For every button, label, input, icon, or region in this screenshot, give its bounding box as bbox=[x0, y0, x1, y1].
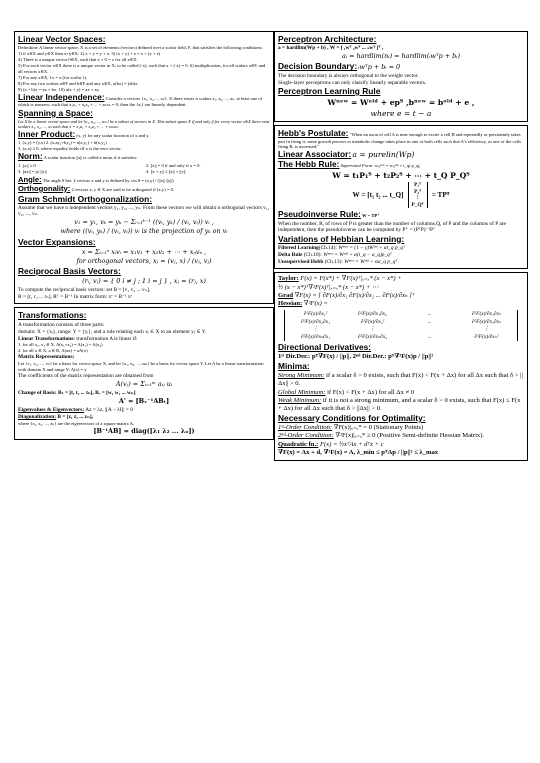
second-order-condition-text: ∇²F(x)|ₓ₌ₓ* ≥ 0 (Positive Semi-definite Hessian Matrix). bbox=[335, 432, 485, 440]
reciprocal-equation: (rᵢ, vⱼ) = { 0 i ≠ j ; 1 i = j } , xⱼ = (rⱼ, x) bbox=[82, 277, 206, 286]
linear-prop: 1. for all x₁, x₂ ∈ X, A(x₁+x₂) = A(x₁) + A(x₂) bbox=[18, 342, 103, 348]
eigen-text: Az = λz, |[A − λI]| = 0 bbox=[85, 407, 133, 414]
matrix-representation-equation: A(vⱼ) = Σᵢ₌₁ᵐ aᵢⱼ uᵢ bbox=[115, 379, 173, 388]
perceptron-equation-2: aᵢ = hardlim(nᵢ) = hardlim(ᵢwᵀp + bᵢ) bbox=[341, 52, 461, 61]
hebb-matrix-row: P₁ᵀ bbox=[414, 182, 422, 189]
taylor-equation-2: ½ (x − x*)ᵀ∇²F(x)ᵀ|ₓ₌ₓ* (x − x*) + ⋯ bbox=[278, 283, 379, 291]
first-dir-der-title: 1ˢᵗ Dir.Der.: bbox=[278, 353, 311, 361]
global-minimum-label: Global Minimum: bbox=[278, 388, 326, 396]
hessian-entry: ∂²F(x)/∂x₂∂x₁ bbox=[301, 318, 330, 325]
decision-boundary-equation: ᵢwᵀp + bᵢ = 0 bbox=[358, 63, 401, 72]
learning-rule-where: where e = t − a bbox=[370, 108, 432, 118]
filtered-learning-chapter: (Ch.14): bbox=[318, 244, 337, 251]
hessian-entry: ∂²F(x)/∂xₙ∂x₁ bbox=[300, 333, 331, 340]
minima-title: Minima: bbox=[278, 361, 310, 372]
global-minimum-text: if F(x) < F(x + Δx) for all Δx ≠ 0 bbox=[327, 388, 415, 396]
independence-title: Linear Independence: bbox=[18, 91, 105, 102]
vector-expansions-title: Vector Expansions: bbox=[18, 236, 96, 247]
change-of-basis-equation: Bₜ = [t₁ t₂ ... tₙ], Bᵥ = [w₁ w₂ ... wₙ] bbox=[58, 390, 136, 397]
perceptron-section bbox=[274, 31, 528, 122]
diagonalization-text: where {z₁, z₂, ..., zₙ} are the eigenvectors of a square matrix A, bbox=[18, 421, 135, 427]
matrix-representations-title: Matrix Representations: bbox=[18, 354, 75, 361]
inner-product-title: Inner Product: bbox=[18, 128, 76, 139]
linear-prop: 2. for all x ∈ X, a ∈ R, A(ax) = aA(x) bbox=[18, 348, 88, 354]
linear-transformations-text: transformation A is linear if: bbox=[76, 335, 138, 342]
quadratic-equation: F(x) = ½xᵀAx + dᵀx + c bbox=[319, 440, 384, 448]
weak-minimum-text: if it is not a strong minimum, and a scalar δ > 0 exists, such that F(x) ≤ F(x + Δx) for all Δx such that δ > ||Δx|| > 0. bbox=[278, 397, 521, 413]
first-order-condition-label: 1ˢᵗ-Order Condition: bbox=[278, 424, 333, 432]
orthogonality-text: 2 vectors x, y ∈ X are said to be orthogonal if (x,y) = 0. bbox=[71, 186, 175, 192]
norm-text: A scalar function ||x|| is called a norm if it satisfies: bbox=[43, 154, 138, 160]
unsupervised-hebb-chapter: (Ch.13): bbox=[324, 258, 343, 265]
matrix-representations-text: Let {v₁, v₂, ..., vₙ} be a basis for vector space X, and let {u₁, u₂, ..., uₘ} be a basis for vector space Y. Let A be a linear transformation with domain X and range Y: A(x) = y bbox=[18, 361, 264, 372]
first-dir-der-equation: pᵀ∇F(x) / ||p|| bbox=[311, 353, 350, 361]
decision-boundary-title: Decision Boundary: bbox=[278, 61, 358, 72]
hessian-entry: ∂²F(x)/∂x₁∂xₙ bbox=[471, 311, 502, 318]
right-column bbox=[274, 31, 528, 464]
hessian-entry: ⋮ bbox=[369, 326, 376, 333]
linear-associator-equation: a = purelin(Wp) bbox=[352, 150, 415, 160]
axiom: 4) There is a unique vector 0∈X, such that x + 0 = x for all x∈X. bbox=[18, 57, 138, 63]
hebb-postulate-title: Hebb's Postulate: bbox=[278, 127, 349, 138]
quadratic-equation-2: ∇F(x) = Ax + d, ∇²F(x) = A, λ_min ≤ pᵀAp / ||p||² ≤ λ_max bbox=[278, 449, 439, 457]
reciprocal-text: To compute the reciprocal basis vectors: set B = [v₁ v₂ ... vₙ], bbox=[18, 287, 151, 294]
hebb-matrix-row: ⋮ bbox=[414, 195, 421, 202]
perceptron-title: Perceptron Architecture: bbox=[278, 34, 377, 44]
spanning-title: Spanning a Space: bbox=[18, 107, 93, 118]
hebb-postulate-text: "When an axon of cell A is near enough to excite a cell B and repeatedly or persistently takes part in firing it, some growth process or metabolic change takes place in one or both cells such that A's efficiency, as one of the cells firing B, is increased." bbox=[278, 131, 521, 150]
gradient-equation: ∇F(x) = [ ∂F(x)/∂x₁ ∂F(x)/∂x₂ ... ∂F(x)/∂xₙ ]ᵀ bbox=[294, 291, 415, 299]
hessian-entry bbox=[401, 326, 458, 332]
hebb-rule-equation: wᵢⱼⁿᵉʷ = wᵢⱼᵒˡᵈ + t_qi p_qj bbox=[374, 163, 420, 169]
decision-boundary-text-2: Single-layer perceptrons can only classify linearly separable vectors. bbox=[278, 79, 427, 86]
angle-text: The angle θ bet. 2 vectors x and y is defined by cos θ = (x,y) / (||x|| ||y||) bbox=[42, 177, 174, 183]
change-of-basis-equation-2: A' = [Bᵥ⁻¹ABₜ] bbox=[118, 397, 170, 406]
axiom: 1) if x∈X and y∈X then x+y∈X. 2) x + y = y + x. 3) (x + y) + z = x + (y + z) bbox=[18, 51, 161, 57]
hessian-entry: ∂²F(x)/∂x₂² bbox=[360, 318, 385, 325]
hebb-rule-equation-2: W = t₁P₁ᵀ + t₂P₂ᵀ + ⋯ + t_Q P_Qᵀ bbox=[332, 171, 470, 181]
hessian-title: Hessian: bbox=[278, 300, 303, 308]
delta-rule-chapter: (Ch.10): bbox=[303, 251, 322, 258]
independence-text: Consider n vectors {x₁, x₂, .., xₙ}. If there exists n scalars a₁, a₂, ..., aₙ, at least one of which is nonzero, such that a₁x₁ + a₂x₂ + ... + aₙxₙ = 0, then the {xᵢ} are linearly dependent. bbox=[18, 95, 263, 108]
inner-prop: 1. (x,y) = (y,x) 2. (x,ay₁+by₂) = a(x,y₁) + b(x,y₂) bbox=[18, 139, 107, 145]
expansion-equation: x = Σᵢ₌₁ⁿ xᵢvᵢ = x₁v₁ + x₂v₂ + ⋯ + xₙvₙ , bbox=[81, 247, 207, 256]
orthogonality-title: Orthogonality: bbox=[18, 183, 71, 193]
supervised-form-label: Supervised Form: bbox=[340, 163, 374, 169]
gram-schmidt-where: where ((vᵢ, yₖ) / (vᵢ, vᵢ)) vᵢ is the projection of yₖ on vᵢ bbox=[60, 227, 228, 236]
first-order-condition-text: ∇F(x)|ₓ₌ₓ* = 0 (Stationary Points) bbox=[333, 424, 424, 432]
gram-schmidt-text: Assume that we have n independent vectors y₁, y₂, ..., yₙ. From these vectors we will obtain n orthogonal vectors v₁, v₂, ..., vₙ. bbox=[18, 204, 270, 218]
orthogonal-coefficient-equation: for orthogonal vectors, xⱼ = (vⱼ, x) / (vⱼ, vⱼ) bbox=[76, 256, 212, 265]
hebb-matrix-equation bbox=[278, 182, 524, 208]
variations-title: Variations of Hebbian Learning: bbox=[278, 233, 405, 244]
strong-minimum-text: if a scalar δ > 0 exists, such that F(x) < F(x + Δx) for all Δx such that δ > ||Δx|| > 0. bbox=[278, 372, 523, 388]
filtered-learning-equation: Wⁿᵉʷ = (1 − γ)Wᵒˡᵈ + αt_q p_qᵀ bbox=[338, 244, 406, 251]
taylor-title: Taylor: bbox=[278, 275, 299, 283]
pseudoinverse-equation: W = TP⁺ bbox=[362, 213, 380, 219]
unsupervised-hebb-equation: Wⁿᵉʷ = Wᵒˡᵈ + αa_q p_qᵀ bbox=[344, 258, 398, 265]
axiom: 8) For any two scalars a∈F and b∈F and any x∈X, a(bx) = (ab)x. bbox=[18, 80, 139, 86]
section-title: Linear Vector Spaces: bbox=[18, 34, 106, 44]
gradient-title: Grad bbox=[278, 291, 294, 299]
section-title: Transformations: bbox=[18, 310, 87, 321]
transformation-intro: A transformation consists of three parts: bbox=[18, 321, 105, 328]
vector-spaces-section bbox=[14, 31, 274, 304]
quadratic-title: Quadratic fn.: bbox=[278, 440, 319, 448]
pseudoinverse-title: Pseudoinverse Rule: bbox=[278, 209, 361, 220]
transformation-parts: domain: X = {xᵢ}, range: Y = {yᵢ}, and a rule relating each xᵢ ∈ X to an element yⱼ ∈ Y. bbox=[18, 328, 207, 335]
hebb-section bbox=[274, 125, 528, 268]
hebb-matrix bbox=[408, 182, 428, 208]
hessian-entry: ... bbox=[427, 311, 432, 318]
second-dir-der-equation: pᵀ∇²F(x)p / ||p||² bbox=[388, 353, 434, 361]
axiom: 9) (a + b)x = ax + bx. 10) a(x + y) = ax + ay. bbox=[18, 86, 100, 92]
diagonalization-title: Diagonalization: bbox=[18, 414, 57, 421]
gram-schmidt-equation: v₁ = y₁, vₖ = yₖ − Σᵢ₌₁ᵏ⁻¹ ((vᵢ, yₖ) / (vᵢ, vᵢ)) vᵢ , bbox=[74, 218, 214, 227]
inner-prop: 3. (x,x) ≥ 0, where equality holds iff x is the zero vector. bbox=[18, 145, 122, 151]
gram-schmidt-title: Gram Schmidt Orthogonalization: bbox=[18, 193, 153, 204]
linear-associator-title: Linear Associator: bbox=[278, 149, 352, 160]
hebb-matrix-row: P_Qᵀ bbox=[411, 201, 424, 208]
decision-boundary-text: The decision boundary is always orthogonal to the weight vector. bbox=[278, 72, 419, 79]
delta-rule-equation: Wⁿᵉʷ = Wᵒˡᵈ + α(t_q − a_q)p_qᵀ bbox=[323, 251, 392, 258]
norm-prop: 3. ||ax|| = |a| ||x|| bbox=[18, 169, 47, 175]
hebb-matrix-row: P₂ᵀ bbox=[414, 188, 422, 195]
norm-prop: 4. ||x + y|| ≤ ||x|| + ||y|| bbox=[146, 169, 186, 175]
matrix-representations-text-2: The coefficients of the matrix representation are obtained from bbox=[18, 372, 154, 379]
learning-rule-equation: Wⁿᵉʷ = Wᵒˡᵈ + epᵀ ,bⁿᵉʷ = bᵒˡᵈ + e , bbox=[327, 98, 475, 108]
hebb-matrix-left: W = [t₁ t₂ ... t_Q] bbox=[352, 191, 404, 200]
hessian-entry: ∂²F(x)/∂xₙ∂x₂ bbox=[357, 333, 388, 340]
hessian-entry: ∂²F(x)/∂x₁² bbox=[303, 311, 328, 318]
perceptron-equation: a = hardlim(Wp + b) , W = [ ₁wᵀ ₂wᵀ ... ₛwᵀ ]ᵀ , bbox=[278, 45, 384, 52]
hessian-matrix bbox=[284, 310, 518, 341]
taylor-equation: F(x) = F(x*) + ∇F(x)ᵀ|ₓ₌ₓ* (x − x*) + bbox=[300, 275, 402, 283]
hebb-rule-title: The Hebb Rule: bbox=[278, 159, 340, 170]
second-order-condition-label: 2ⁿᵈ-Order Condition: bbox=[278, 432, 334, 440]
change-of-basis-title: Change of Basis: bbox=[18, 390, 57, 397]
axiom: 5) For each vector x∈X there is a unique vector in X, to be called (-x), such that x + (-x) = 0. 6) multiplication, for all scalars a∈F, and all vectors x∈X. bbox=[18, 63, 266, 74]
norm-title: Norm: bbox=[18, 150, 43, 161]
hessian-entry: ... bbox=[427, 333, 432, 340]
strong-minimum-label: Strong Minimum: bbox=[278, 372, 325, 380]
left-column bbox=[14, 31, 274, 443]
spanning-text: Let X be a linear vector space and let {u₁, u₂, ..., uₘ} be a subset of vectors in X. This subset spans X if and only if for every vector x∈X there exist scalars x₁, x₂, ..., xₙ such that x = x₁u₁ + x₂u₂ + ... + xₘuₘ. bbox=[18, 118, 270, 130]
norm-prop: 1. ||x|| ≥ 0 bbox=[18, 162, 36, 168]
linear-transformations-title: Linear Transformations: bbox=[18, 335, 76, 342]
hessian-entry: ∂²F(x)/∂x₂∂xₙ bbox=[471, 318, 502, 325]
inner-product-text: (x, y) for any scalar function of x and y. bbox=[76, 132, 150, 138]
diagonalization-equation: B = [z₁ z₂ ... zₙ], bbox=[57, 414, 94, 421]
hessian-entry: ∂²F(x)/∂xₙ² bbox=[474, 333, 499, 340]
hessian-entry: ⋮ bbox=[483, 326, 490, 333]
filtered-learning-title: Filtered Learning bbox=[278, 244, 319, 251]
definition-text: Definition: A linear vector space, X is a set of elements (vectors) defined over a scalar field, F, that satisfies the following conditions: bbox=[18, 45, 263, 51]
hebb-matrix-right: = TPᵀ bbox=[431, 191, 450, 200]
axiom: 7) For any x∈X, 1x = x (for scalar 1). bbox=[18, 74, 88, 80]
reciprocal-equation-2: R = [r₁ r₂ ... rₙ], Rᵀ = B⁻¹ In matrix form: xᵛ = B⁻¹ xˢ bbox=[18, 294, 132, 301]
pseudoinverse-text: When the number, R, of rows of P is greater than the number of columns,Q, of P and the columns of P are independent, then the pseudoinverse can be computed by P⁺ = (PᵀP)⁻¹Pᵀ bbox=[278, 220, 506, 234]
weak-minimum-label: Weak Minimum: bbox=[278, 397, 322, 405]
transformations-section bbox=[14, 307, 274, 440]
necessary-conditions-title: Necessary Conditions for Optimality: bbox=[278, 412, 426, 423]
eigen-title: Eigenvalues & Eigenvectors: bbox=[18, 407, 85, 414]
delta-rule-title: Delta Rule bbox=[278, 251, 303, 258]
directional-derivatives-title: Directional Derivatives: bbox=[278, 342, 372, 353]
diagonalization-equation-2: [B⁻¹AB] = diag([λ₁ λ₂ ... λₙ]) bbox=[93, 427, 195, 436]
unsupervised-hebb-title: Unsupervised Hebb bbox=[278, 258, 324, 265]
second-dir-der-title: , 2ⁿᵈ Dir.Der.: bbox=[349, 353, 387, 361]
norm-prop: 2. ||x|| = 0 if and only if x = 0. bbox=[146, 162, 201, 168]
hessian-entry: ∂²F(x)/∂x₁∂x₂ bbox=[358, 311, 387, 318]
angle-title: Angle: bbox=[18, 174, 42, 184]
hessian-entry: ⋮ bbox=[312, 326, 319, 333]
learning-rule-title: Perceptron Learning Rule bbox=[278, 85, 381, 96]
reciprocal-basis-title: Reciprocal Basis Vectors: bbox=[18, 266, 121, 277]
hessian-equation: ∇²F(x) = bbox=[303, 300, 328, 308]
hessian-entry: ... bbox=[427, 318, 432, 325]
optimization-section bbox=[274, 272, 528, 461]
